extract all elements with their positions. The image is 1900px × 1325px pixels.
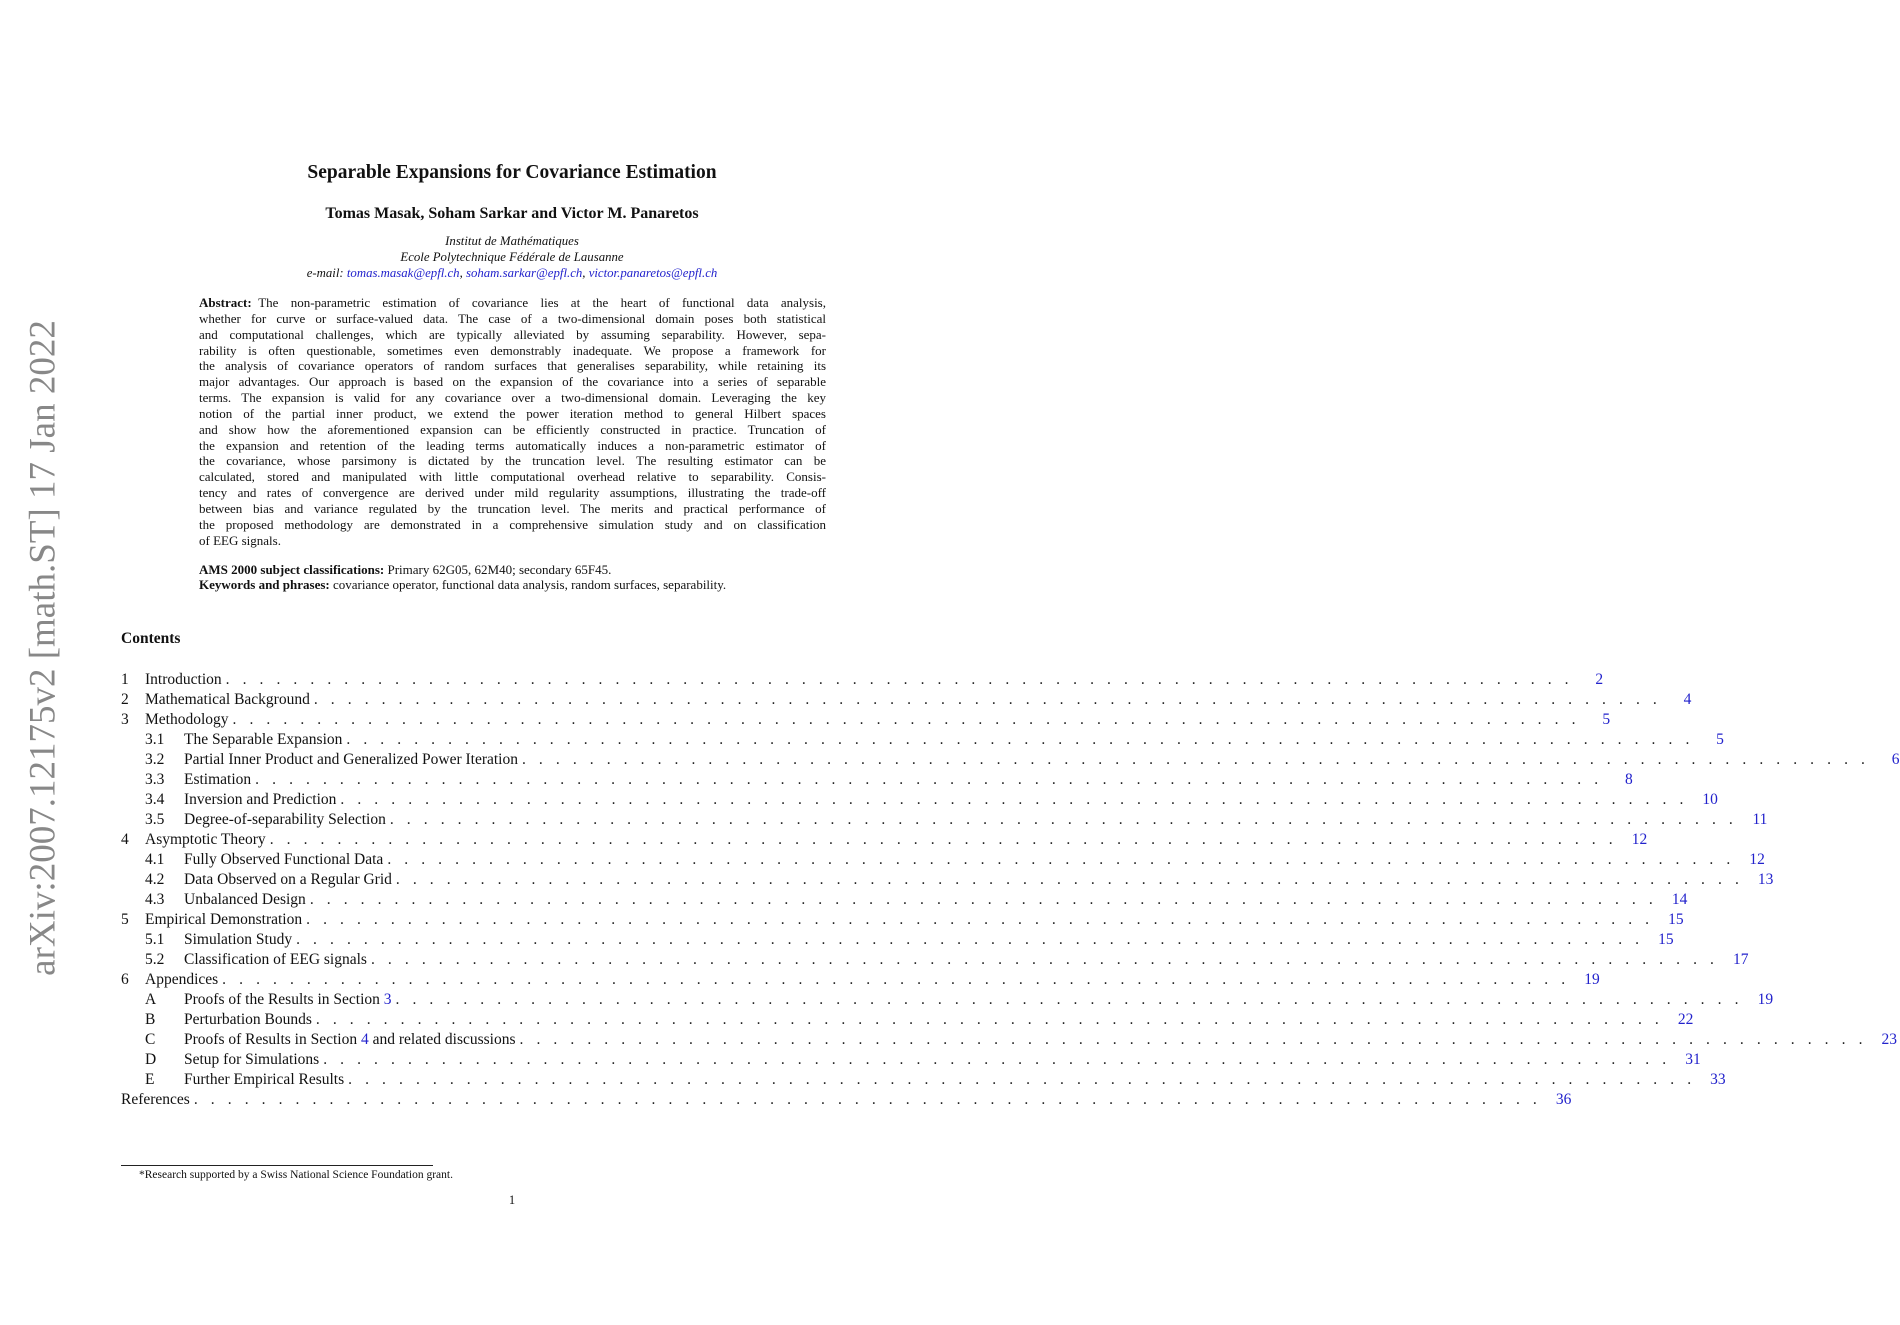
toc-page-link[interactable]: 22 xyxy=(1677,1011,1694,1028)
abstract-text: of EEG signals. xyxy=(199,532,281,548)
authors: Tomas Masak, Soham Sarkar and Victor M. Panaretos xyxy=(325,205,699,222)
toc-label-text: Inversion and Prediction xyxy=(184,791,337,808)
toc-label[interactable] xyxy=(184,750,522,770)
toc-label[interactable] xyxy=(145,830,270,850)
toc-label[interactable] xyxy=(145,670,226,690)
toc-entry[interactable] xyxy=(121,790,1718,810)
toc-entry[interactable] xyxy=(121,1070,1726,1090)
toc-number: E xyxy=(145,1071,155,1088)
toc-page-link[interactable]: 31 xyxy=(1685,1051,1701,1068)
toc-label-text: Partial Inner Product and Generalized Power Iteration xyxy=(184,751,518,768)
toc-page-link[interactable]: 23 xyxy=(1881,1031,1898,1048)
toc-label-text: Data Observed on a Regular Grid xyxy=(184,871,392,888)
toc-entry[interactable] xyxy=(121,990,1774,1010)
abstract-line xyxy=(199,438,826,454)
abstract-text: the covariance, whose parsimony is dictated by the truncation level. The resulting estimator can be xyxy=(199,453,826,469)
toc-number: 1 xyxy=(121,671,129,688)
abstract-text: The non-parametric estimation of covariance lies at the heart of functional data analysis, xyxy=(258,295,826,310)
abstract-text: the proposed methodology are demonstrated in a comprehensive simulation study and on classification xyxy=(199,516,826,532)
abstract-line xyxy=(199,469,826,485)
toc-label-text: Simulation Study xyxy=(184,931,293,948)
toc-label[interactable] xyxy=(184,890,310,910)
abstract-text: calculated, stored and manipulated with little computational overhead relative to separability. Consis- xyxy=(199,469,826,485)
toc-number: 3.3 xyxy=(145,771,165,788)
toc-label-text: Mathematical Background xyxy=(145,691,310,708)
toc-page-link[interactable]: 8 xyxy=(1624,771,1633,788)
toc-leader-dots: . . . . . . . . . . . . . . . . . . . . . . . . . . . . . . . . . . . . . . . . . . . . . . . . . . . . . . . . . . . . . . . . . . . . . . . . . . . . . . . . xyxy=(323,1051,1671,1068)
toc-leader-dots: . . . . . . . . . . . . . . . . . . . . . . . . . . . . . . . . . . . . . . . . . . . . . . . . . . . . . . . . . . . . . . . . . . . . . . . . . . . . . . . . xyxy=(370,951,1719,968)
abstract-text: notion of the partial inner product, we extend the power iteration method to general Hilbert spaces xyxy=(199,405,826,421)
contents-heading: Contents xyxy=(121,630,181,647)
arxiv-stamp: arXiv:2007.12175v2 [math.ST] 17 Jan 2022 xyxy=(22,320,64,976)
toc-number: 4.2 xyxy=(145,871,165,888)
toc-label[interactable] xyxy=(184,950,371,970)
toc-entry[interactable] xyxy=(121,930,1674,950)
toc-label-text: Proofs of Results in Section xyxy=(184,1031,361,1048)
email-link[interactable]: tomas.masak@epfl.ch xyxy=(346,266,460,280)
toc-page-link[interactable]: 5 xyxy=(1602,711,1611,728)
toc-entry[interactable] xyxy=(121,730,1724,750)
toc-number: 3.4 xyxy=(145,791,165,808)
toc-label[interactable] xyxy=(184,770,255,790)
toc-entry[interactable] xyxy=(121,690,1692,710)
toc-number: 6 xyxy=(121,971,129,988)
email-link[interactable]: victor.panaretos@epfl.ch xyxy=(588,266,718,280)
toc-leader-dots: . . . . . . . . . . . . . . . . . . . . . . . . . . . . . . . . . . . . . . . . . . . . . . . . . . . . . . . . . . . . . . . . . . . . . . . . . . . . . . . . xyxy=(306,911,1654,928)
toc-page-link[interactable]: 10 xyxy=(1702,791,1718,808)
toc-number: 5 xyxy=(121,911,129,928)
abstract-line xyxy=(199,422,826,438)
toc-label-text: The Separable Expansion xyxy=(184,731,343,748)
section-ref-link[interactable]: 3 xyxy=(383,991,392,1008)
toc-number: 4 xyxy=(121,831,129,848)
footnote: *Research supported by a Swiss National Science Foundation grant. xyxy=(139,1169,453,1181)
toc-leader-dots: . . . . . . . . . . . . . . . . . . . . . . . . . . . . . . . . . . . . . . . . . . . . . . . . . . . . . . . . . . . . . . . . . . . . . . . . . . . . . . . . xyxy=(313,691,1662,708)
toc-label[interactable] xyxy=(184,730,346,750)
toc-leader-dots: . . . . . . . . . . . . . . . . . . . . . . . . . . . . . . . . . . . . . . . . . . . . . . . . . . . . . . . . . . . . . . . . . . . . . . . . . . . . . . . . xyxy=(395,871,1744,888)
abstract xyxy=(199,295,826,549)
toc-leader-dots: . . . . . . . . . . . . . . . . . . . . . . . . . . . . . . . . . . . . . . . . . . . . . . . . . . . . . . . . . . . . . . . . . . . . . . . . . . . . . . . . xyxy=(521,751,1870,768)
toc-entry[interactable] xyxy=(121,750,1900,770)
toc-number: D xyxy=(145,1051,157,1068)
abstract-line xyxy=(199,295,826,311)
toc-number: 5.1 xyxy=(145,931,165,948)
toc-label[interactable] xyxy=(184,870,396,890)
toc-entry[interactable] xyxy=(121,830,1648,850)
abstract-line xyxy=(199,311,826,327)
toc-leader-dots: . . . . . . . . . . . . . . . . . . . . . . . . . . . . . . . . . . . . . . . . . . . . . . . . . . . . . . . . . . . . . . . . . . . . . . . . . . . . . . . . xyxy=(193,1091,1542,1108)
toc-entry[interactable] xyxy=(121,810,1768,830)
toc-entry[interactable] xyxy=(121,910,1684,930)
abstract-text: the analysis of covariance operators of random surfaces that generalises separability, while retaining its xyxy=(199,358,826,374)
abstract-text: tency and rates of convergence are derived under mild regularity assumptions, illustrating the trade-off xyxy=(199,485,826,501)
abstract-text: and show how the aforementioned expansion can be efficiently constructed in practice. Truncation of xyxy=(199,421,826,437)
toc-label[interactable] xyxy=(184,930,296,950)
toc-label[interactable] xyxy=(184,990,396,1010)
affiliation-school: Ecole Polytechnique Fédérale de Lausanne xyxy=(400,250,624,264)
abstract-text: the expansion and retention of the leading terms automatically induces a non-parametric estimator of xyxy=(199,437,826,453)
toc-leader-dots: . . . . . . . . . . . . . . . . . . . . . . . . . . . . . . . . . . . . . . . . . . . . . . . . . . . . . . . . . . . . . . . . . . . . . . . . . . . . . . . . xyxy=(519,1031,1868,1048)
toc-entry[interactable] xyxy=(121,890,1688,910)
toc-leader-dots: . . . . . . . . . . . . . . . . . . . . . . . . . . . . . . . . . . . . . . . . . . . . . . . . . . . . . . . . . . . . . . . . . . . . . . . . . . . . . . . . xyxy=(387,851,1735,868)
toc-label[interactable] xyxy=(145,970,222,990)
keywords xyxy=(199,577,726,593)
abstract-text: terms. The expansion is valid for any covariance over a two-dimensional domain. Leveraging the key xyxy=(199,390,826,406)
toc-label-text: Introduction xyxy=(145,671,222,688)
toc-entry[interactable] xyxy=(121,670,1604,690)
toc-label-text: Classification of EEG signals xyxy=(184,951,367,968)
affiliation-institute: Institut de Mathématiques xyxy=(445,234,579,248)
toc-entry[interactable] xyxy=(121,1030,1898,1050)
toc-leader-dots: . . . . . . . . . . . . . . . . . . . . . . . . . . . . . . . . . . . . . . . . . . . . . . . . . . . . . . . . . . . . . . . . . . . . . . . . . . . . . . . . xyxy=(395,991,1744,1008)
toc-leader-dots: . . . . . . . . . . . . . . . . . . . . . . . . . . . . . . . . . . . . . . . . . . . . . . . . . . . . . . . . . . . . . . . . . . . . . . . . . . . . . . . . xyxy=(225,671,1574,688)
toc-label[interactable] xyxy=(121,1090,194,1110)
toc-page-link[interactable]: 4 xyxy=(1683,691,1692,708)
abstract-text: rability is often questionable, sometimes even demonstrably inadequate. We propose a framework for xyxy=(199,342,826,358)
ams-label: AMS 2000 subject classifications: xyxy=(199,562,385,577)
abstract-text: whether for curve or surface-valued data. The case of a two-dimensional domain poses both statistical xyxy=(199,310,826,326)
abstract-line xyxy=(199,390,826,406)
toc-label-text: Setup for Simulations xyxy=(184,1051,320,1068)
toc-label-text: Estimation xyxy=(184,771,252,788)
email-label: e-mail: xyxy=(306,266,344,280)
toc-entry[interactable] xyxy=(121,1050,1701,1070)
toc-page-link[interactable]: 36 xyxy=(1555,1091,1572,1108)
toc-leader-dots: . . . . . . . . . . . . . . . . . . . . . . . . . . . . . . . . . . . . . . . . . . . . . . . . . . . . . . . . . . . . . . . . . . . . . . . . . . . . . . . . xyxy=(389,811,1738,828)
toc-number: 3.1 xyxy=(145,731,165,748)
toc-label[interactable] xyxy=(145,910,306,930)
abstract-line xyxy=(199,485,826,501)
toc-leader-dots: . . . . . . . . . . . . . . . . . . . . . . . . . . . . . . . . . . . . . . . . . . . . . . . . . . . . . . . . . . . . . . . . . . . . . . . . . . . . . . . . xyxy=(269,831,1618,848)
toc-number: 3.2 xyxy=(145,751,165,768)
abstract-line xyxy=(199,517,826,533)
toc-leader-dots: . . . . . . . . . . . . . . . . . . . . . . . . . . . . . . . . . . . . . . . . . . . . . . . . . . . . . . . . . . . . . . . . . . . . . . . . . . . . . . . . xyxy=(222,971,1570,988)
keywords-text: covariance operator, functional data analysis, random surfaces, separability. xyxy=(333,577,727,592)
toc-page-link[interactable]: 15 xyxy=(1668,911,1684,928)
toc-label-text: References xyxy=(121,1091,190,1108)
toc-page-link[interactable]: 15 xyxy=(1658,931,1674,948)
toc-label[interactable] xyxy=(145,710,233,730)
abstract-line xyxy=(199,374,826,390)
toc-label-text: Fully Observed Functional Data xyxy=(184,851,384,868)
toc-page-link[interactable]: 19 xyxy=(1584,971,1600,988)
abstract-line xyxy=(199,327,826,343)
toc-label-text: and related discussions xyxy=(368,1031,516,1048)
toc-page-link[interactable]: 5 xyxy=(1716,731,1724,748)
toc-label-text: Proofs of the Results in Section xyxy=(184,991,384,1008)
toc-label-text: Further Empirical Results xyxy=(184,1071,345,1088)
table-of-contents xyxy=(121,670,1900,1110)
toc-label-text: Appendices xyxy=(145,971,219,988)
toc-page-link[interactable]: 19 xyxy=(1757,991,1774,1008)
toc-number: 4.1 xyxy=(145,851,165,868)
toc-page-link[interactable]: 6 xyxy=(1891,751,1900,768)
footnote-rule xyxy=(121,1165,433,1166)
toc-page-link[interactable]: 2 xyxy=(1595,671,1604,688)
toc-page-link[interactable]: 12 xyxy=(1749,851,1765,868)
toc-label[interactable] xyxy=(184,810,390,830)
toc-leader-dots: . . . . . . . . . . . . . . . . . . . . . . . . . . . . . . . . . . . . . . . . . . . . . . . . . . . . . . . . . . . . . . . . . . . . . . . . . . . . . . . . xyxy=(340,791,1688,808)
toc-page-link[interactable]: 11 xyxy=(1752,811,1768,828)
abstract-label: Abstract: xyxy=(199,295,252,310)
abstract-line xyxy=(199,501,826,517)
ams-classification xyxy=(199,562,611,578)
toc-label-text: Degree-of-separability Selection xyxy=(184,811,386,828)
section-ref-link[interactable]: 4 xyxy=(360,1031,369,1048)
toc-page-link[interactable]: 12 xyxy=(1631,831,1648,848)
abstract-line xyxy=(199,343,826,359)
abstract-line xyxy=(199,358,826,374)
abstract-line xyxy=(199,533,826,549)
toc-label-text: Perturbation Bounds xyxy=(184,1011,312,1028)
toc-label-text: Methodology xyxy=(145,711,229,728)
email-line: e-mail: tomas.masak@epfl.ch, soham.sarkar@epfl.ch, victor.panaretos@epfl.ch xyxy=(306,266,718,280)
toc-page-link[interactable]: 33 xyxy=(1710,1071,1726,1088)
toc-leader-dots: . . . . . . . . . . . . . . . . . . . . . . . . . . . . . . . . . . . . . . . . . . . . . . . . . . . . . . . . . . . . . . . . . . . . . . . . . . . . . . . . xyxy=(255,771,1603,788)
abstract-text: major advantages. Our approach is based on the expansion of the covariance into a series of separable xyxy=(199,374,826,390)
toc-label[interactable] xyxy=(184,790,340,810)
toc-number: 3 xyxy=(121,711,129,728)
toc-leader-dots: . . . . . . . . . . . . . . . . . . . . . . . . . . . . . . . . . . . . . . . . . . . . . . . . . . . . . . . . . . . . . . . . . . . . . . . . . . . . . . . . xyxy=(309,891,1658,908)
toc-number: 3.5 xyxy=(145,811,165,828)
toc-entry[interactable] xyxy=(121,1090,1572,1110)
toc-number: 4.3 xyxy=(145,891,165,908)
toc-leader-dots: . . . . . . . . . . . . . . . . . . . . . . . . . . . . . . . . . . . . . . . . . . . . . . . . . . . . . . . . . . . . . . . . . . . . . . . . . . . . . . . . xyxy=(296,931,1644,948)
toc-entry[interactable] xyxy=(121,970,1600,990)
toc-leader-dots: . . . . . . . . . . . . . . . . . . . . . . . . . . . . . . . . . . . . . . . . . . . . . . . . . . . . . . . . . . . . . . . . . . . . . . . . . . . . . . . . xyxy=(346,731,1694,748)
toc-entry[interactable] xyxy=(121,710,1611,730)
toc-page-link[interactable]: 17 xyxy=(1733,951,1749,968)
toc-number: C xyxy=(145,1031,156,1048)
toc-number: B xyxy=(145,1011,156,1028)
ams-text: Primary 62G05, 62M40; secondary 65F45. xyxy=(387,562,612,577)
toc-label[interactable] xyxy=(184,1010,316,1030)
toc-label-text: Empirical Demonstration xyxy=(145,911,303,928)
page-number: 1 xyxy=(508,1193,516,1207)
toc-number: A xyxy=(145,991,157,1008)
toc-number: 2 xyxy=(121,691,129,708)
toc-entry[interactable] xyxy=(121,850,1765,870)
email-link[interactable]: soham.sarkar@epfl.ch xyxy=(466,266,583,280)
toc-label-text: Asymptotic Theory xyxy=(145,831,266,848)
toc-number: 5.2 xyxy=(145,951,165,968)
toc-label[interactable] xyxy=(184,1030,520,1050)
paper-title: Separable Expansions for Covariance Estimation xyxy=(307,162,717,183)
toc-label[interactable] xyxy=(184,1070,348,1090)
toc-label[interactable] xyxy=(184,850,387,870)
toc-label[interactable] xyxy=(184,1050,323,1070)
toc-entry[interactable] xyxy=(121,950,1749,970)
keywords-label: Keywords and phrases: xyxy=(199,577,330,592)
toc-leader-dots: . . . . . . . . . . . . . . . . . . . . . . . . . . . . . . . . . . . . . . . . . . . . . . . . . . . . . . . . . . . . . . . . . . . . . . . . . . . . . . . . xyxy=(315,1011,1664,1028)
toc-leader-dots: . . . . . . . . . . . . . . . . . . . . . . . . . . . . . . . . . . . . . . . . . . . . . . . . . . . . . . . . . . . . . . . . . . . . . . . . . . . . . . . . xyxy=(348,1071,1696,1088)
toc-page-link[interactable]: 14 xyxy=(1671,891,1688,908)
toc-entry[interactable] xyxy=(121,770,1633,790)
abstract-line xyxy=(199,406,826,422)
toc-label[interactable] xyxy=(145,690,314,710)
toc-leader-dots: . . . . . . . . . . . . . . . . . . . . . . . . . . . . . . . . . . . . . . . . . . . . . . . . . . . . . . . . . . . . . . . . . . . . . . . . . . . . . . . . xyxy=(232,711,1581,728)
toc-label-text: Unbalanced Design xyxy=(184,891,306,908)
abstract-text: and computational challenges, which are typically alleviated by assuming separability. However, sepa- xyxy=(199,326,826,342)
toc-page-link[interactable]: 13 xyxy=(1757,871,1774,888)
toc-entry[interactable] xyxy=(121,1010,1694,1030)
abstract-text: between bias and variance regulated by the truncation level. The merits and practical performance of xyxy=(199,500,826,516)
toc-entry[interactable] xyxy=(121,870,1774,890)
abstract-line xyxy=(199,453,826,469)
